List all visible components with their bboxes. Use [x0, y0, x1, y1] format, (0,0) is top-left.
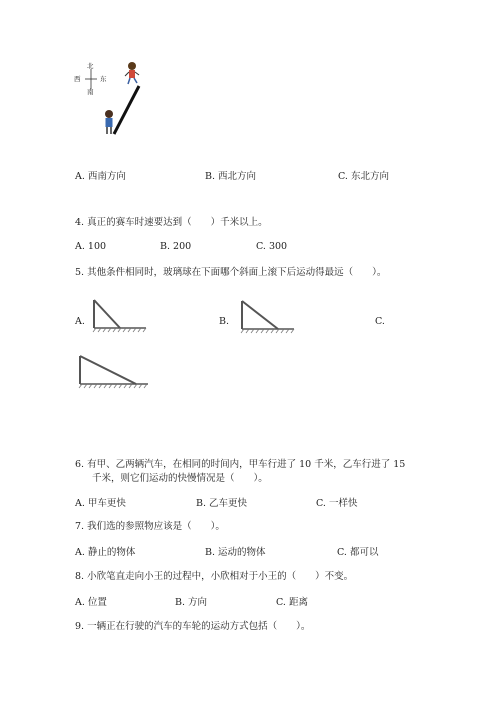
q4-option-c[interactable]: C. 300: [256, 241, 288, 252]
q6-question-line1: 6. 有甲、乙两辆汽车，在相同的时间内，甲车行进了 10 千米，乙车行进了 15: [75, 459, 406, 470]
q4-option-a[interactable]: A. 100: [75, 241, 107, 252]
children-path-illustration: [98, 58, 148, 138]
q5-ramp-a-figure: [88, 296, 150, 334]
compass-west-label: 西: [74, 75, 81, 83]
q8-option-b[interactable]: B. 方向: [175, 597, 208, 608]
q5-question: 5. 其他条件相同时，玻璃球在下面哪个斜面上滚下后运动得最远（ ）。: [75, 267, 387, 278]
compass-south-label: 南: [87, 88, 94, 96]
q5-option-b[interactable]: B.: [219, 316, 230, 327]
q4-option-b[interactable]: B. 200: [160, 241, 192, 252]
q7-option-b[interactable]: B. 运动的物体: [205, 547, 266, 558]
q8-question: 8. 小欣笔直走向小王的过程中，小欣相对于小王的（ ）不变。: [75, 571, 354, 582]
q7-option-a[interactable]: A. 静止的物体: [75, 547, 136, 558]
q8-option-c[interactable]: C. 距离: [276, 597, 308, 608]
q6-option-c[interactable]: C. 一样快: [316, 498, 358, 509]
q3-figure: [70, 58, 150, 138]
q8-option-a[interactable]: A. 位置: [75, 597, 107, 608]
q6-question-line2: 千米，则它们运动的快慢情况是（ ）。: [92, 473, 268, 484]
q5-option-c[interactable]: C.: [375, 316, 385, 327]
q5-ramp-b-figure: [236, 297, 298, 335]
q4-question: 4. 真正的赛车时速要达到（ ）千米以上。: [75, 217, 268, 228]
q3-option-b[interactable]: B. 西北方向: [205, 171, 257, 182]
q9-question: 9. 一辆正在行驶的汽车的车轮的运动方式包括（ ）。: [75, 621, 311, 632]
q7-option-c[interactable]: C. 都可以: [337, 547, 379, 558]
q5-ramp-c-figure: [74, 352, 154, 392]
compass-east-label: 东: [100, 75, 107, 83]
q7-question: 7. 我们选的参照物应该是（ ）。: [75, 521, 225, 532]
q5-option-a[interactable]: A.: [75, 316, 85, 327]
compass-north-label: 北: [87, 62, 94, 70]
compass-icon: [83, 67, 99, 91]
q3-option-a[interactable]: A. 西南方向: [75, 171, 126, 182]
q6-option-a[interactable]: A. 甲车更快: [75, 498, 126, 509]
q3-option-c[interactable]: C. 东北方向: [338, 171, 389, 182]
q6-option-b[interactable]: B. 乙车更快: [196, 498, 248, 509]
